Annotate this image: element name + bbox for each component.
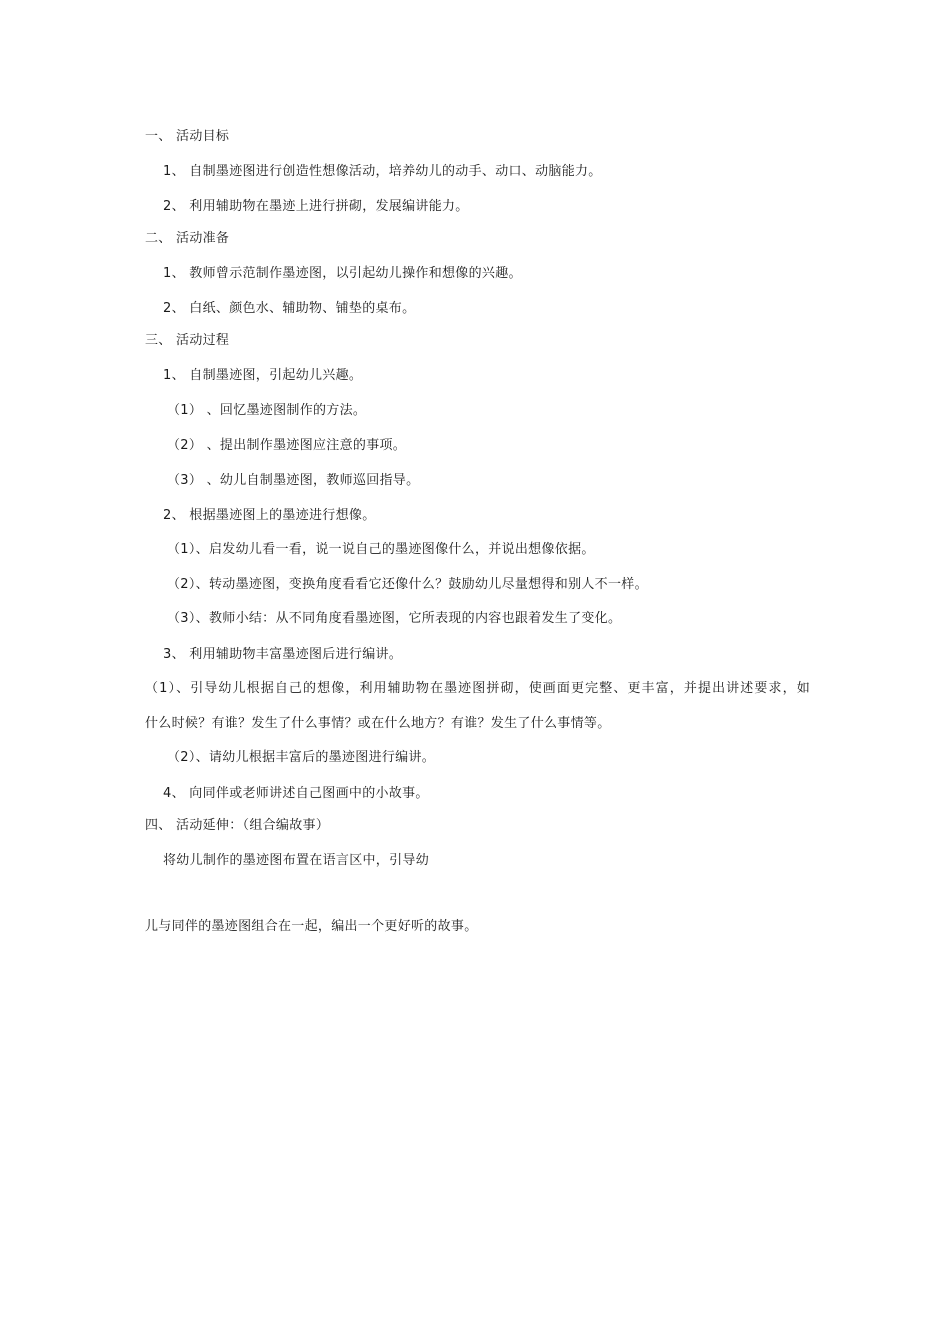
- section-heading-goals: 一、 活动目标: [145, 129, 230, 144]
- process-step-1-sub-3: （3） 、幼儿自制墨迹图，教师巡回指导。: [167, 473, 420, 488]
- process-step-3-sub-1-line-2: 什么时候？有谁？发生了什么事情？或在什么地方？有谁？发生了什么事情等。: [145, 716, 611, 731]
- process-step-1-sub-1: （1） 、回忆墨迹图制作的方法。: [167, 403, 367, 418]
- goal-item-1: 1、 自制墨迹图进行创造性想像活动，培养幼儿的动手、动口、动脑能力。: [163, 164, 602, 179]
- preparation-item-2: 2、 白纸、颜色水、辅助物、铺垫的桌布。: [163, 301, 416, 316]
- extension-text-line-1: 将幼儿制作的墨迹图布置在语言区中，引导幼: [163, 853, 430, 868]
- preparation-item-1: 1、 教师曾示范制作墨迹图，以引起幼儿操作和想像的兴趣。: [163, 266, 522, 281]
- goal-item-2: 2、 利用辅助物在墨迹上进行拼砌，发展编讲能力。: [163, 199, 469, 214]
- extension-text-line-2: 儿与同伴的墨迹图组合在一起，编出一个更好听的故事。: [145, 919, 478, 934]
- process-step-1-sub-2: （2） 、提出制作墨迹图应注意的事项。: [167, 438, 407, 453]
- process-step-2: 2、 根据墨迹图上的墨迹进行想像。: [163, 508, 376, 523]
- process-step-2-sub-2: （2）、转动墨迹图，变换角度看看它还像什么？鼓励幼儿尽量想得和别人不一样。: [167, 577, 648, 592]
- process-step-3: 3、 利用辅助物丰富墨迹图后进行编讲。: [163, 647, 403, 662]
- section-heading-preparation: 二、 活动准备: [145, 231, 230, 246]
- process-step-2-sub-1: （1）、启发幼儿看一看，说一说自己的墨迹图像什么，并说出想像依据。: [167, 542, 595, 557]
- process-step-4: 4、 向同伴或老师讲述自己图画中的小故事。: [163, 786, 429, 801]
- process-step-2-sub-3: （3）、教师小结：从不同角度看墨迹图，它所表现的内容也跟着发生了变化。: [167, 611, 622, 626]
- section-heading-process: 三、 活动过程: [145, 333, 230, 348]
- process-step-3-sub-1-line-1: （1）、引导幼儿根据自己的想像，利用辅助物在墨迹图拼砌，使画面更完整、更丰富，并提出讲述要求，如: [145, 681, 810, 696]
- section-heading-extension: 四、 活动延伸：（组合编故事）: [145, 818, 330, 833]
- process-step-3-sub-2: （2）、请幼儿根据丰富后的墨迹图进行编讲。: [167, 750, 436, 765]
- process-step-1: 1、 自制墨迹图，引起幼儿兴趣。: [163, 368, 363, 383]
